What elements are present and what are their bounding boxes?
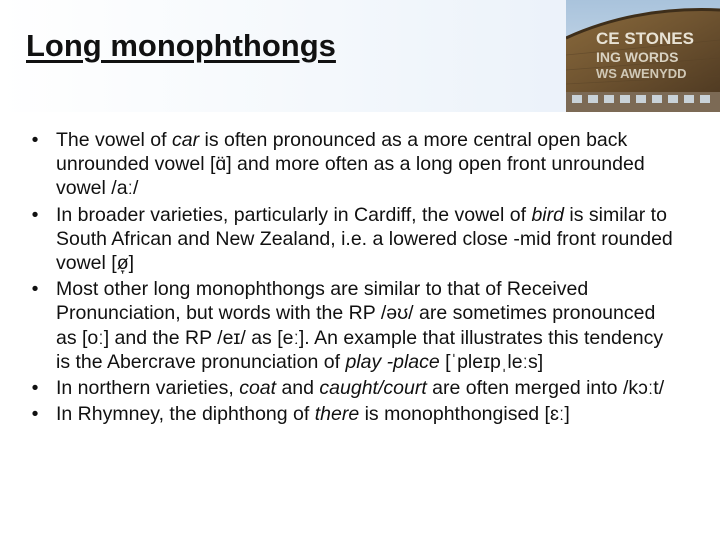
text-run: is often pronounced as a more central open back unrounded vowel [ɑ̈] and more often as a long open front unrounded vowel /aː/: [56, 129, 645, 200]
bullet-item: [28, 128, 678, 201]
text-run: In Rhymney, the diphthong of: [56, 403, 315, 426]
bullet-text: [56, 403, 570, 425]
building-photo: [566, 0, 720, 112]
text-run: are often merged into /kɔːt/: [426, 377, 665, 400]
bullet-item: [28, 277, 678, 374]
photo-inscription-1: CE STONES: [596, 29, 694, 48]
italic-term: caught/court: [319, 377, 427, 400]
bullet-marker: •: [31, 129, 39, 151]
bullet-item: [28, 402, 678, 426]
text-run: Most other long monophthongs are similar to that of Received Pronunciation, but words with the RP /əʊ/ are sometimes pronounced as [oː] and the RP /eɪ/ as [eː]. An example that illustrates this tendency is the Abercrave pronunciation of: [56, 278, 664, 373]
text-run: The vowel of: [56, 129, 172, 151]
photo-inscription-3: WS AWENYDD: [596, 66, 687, 81]
bullet-marker: •: [31, 403, 39, 426]
bullet-text: [56, 377, 664, 399]
text-run: and: [276, 377, 320, 400]
text-run: is monophthongised [ɛː]: [359, 403, 570, 426]
bullet-text: [56, 278, 663, 373]
bullet-text: [56, 204, 673, 274]
text-run: In northern varieties,: [56, 377, 240, 400]
italic-term: play -place: [345, 350, 440, 373]
bullet-marker: •: [31, 377, 39, 400]
bullet-list: [28, 128, 678, 428]
bullet-text: [56, 129, 645, 199]
text-run: is similar to South African and New Zealand, i.e. a lowered close -mid front rounded vowel [ø̞]: [56, 203, 673, 275]
italic-term: there: [314, 403, 360, 426]
slide-header: [0, 0, 720, 112]
text-run: In broader varieties, particularly in Cardiff, the vowel of: [56, 203, 532, 226]
text-run: [ˈpleɪpˌleːs]: [439, 350, 544, 373]
bullet-marker: •: [31, 203, 39, 226]
italic-term: car: [171, 129, 200, 151]
slide-title: Long monophthongs: [26, 28, 336, 63]
bullet-item: [28, 376, 678, 400]
bullet-item: [28, 203, 678, 276]
italic-term: bird: [531, 203, 564, 226]
italic-term: coat: [239, 377, 277, 400]
bullet-marker: •: [31, 278, 39, 301]
photo-inscription-2: ING WORDS: [596, 49, 679, 65]
